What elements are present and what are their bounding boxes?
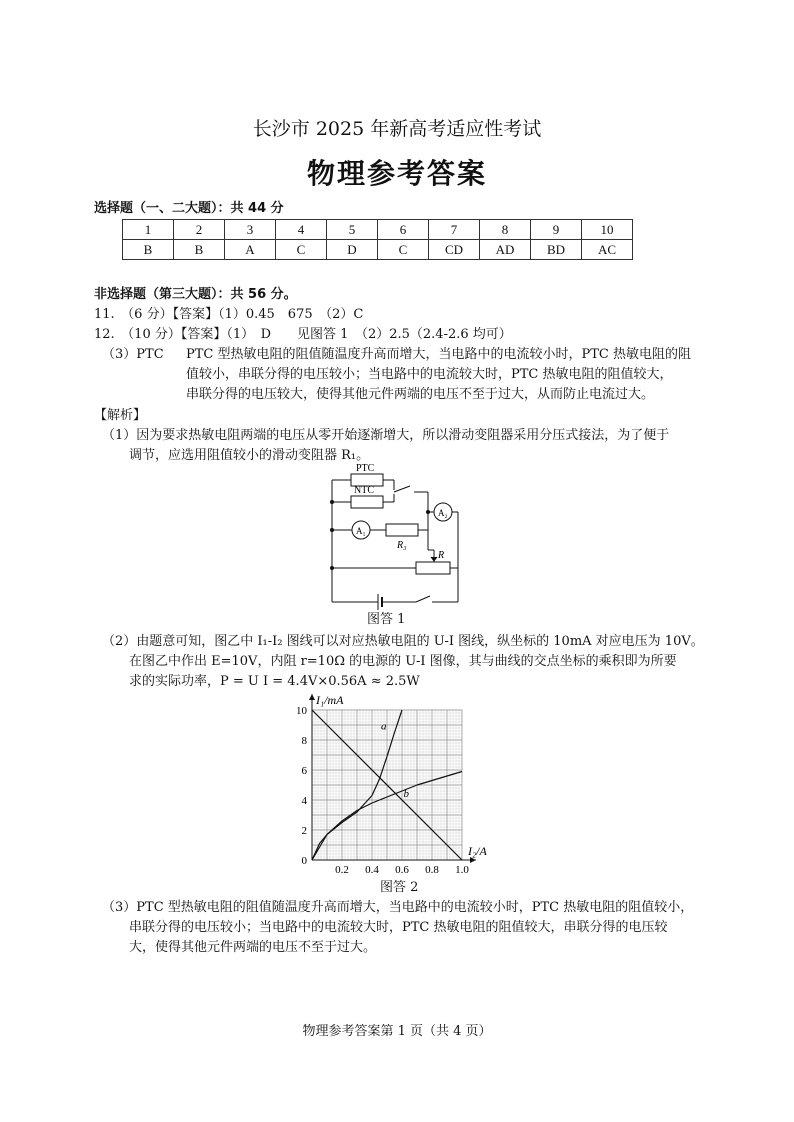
text-line: （1）因为要求热敏电阻两端的电压从零开始逐渐增大，所以滑动变阻器采用分压式接法，为了便于 <box>102 428 670 443</box>
a2-label: A₂ <box>438 508 448 518</box>
answer-cell: CD <box>429 240 480 260</box>
question-number: 7 <box>429 220 480 240</box>
answer-table-numbers-row <box>123 220 633 240</box>
circuit-caption: 图答 1 <box>367 612 406 627</box>
answer-cell: D <box>327 240 378 260</box>
x-tick-label: 0.2 <box>335 864 349 876</box>
x-tick-label: 0.8 <box>425 864 439 876</box>
rheostat <box>416 562 450 574</box>
y-tick-label: 0 <box>301 855 307 867</box>
q12-part3-label: （3）PTC <box>102 347 164 362</box>
answer-cell: B <box>174 240 225 260</box>
q12-answer: 12. （10 分）【答案】（1） D 见图答 1 （2）2.5（2.4-2.6 均可） <box>94 327 512 342</box>
r3-label: R₃ <box>397 540 407 551</box>
question-number: 8 <box>480 220 531 240</box>
y-tick-label: 2 <box>301 825 307 837</box>
a1-label: A₁ <box>356 526 366 536</box>
ntc-label: NTC <box>354 485 374 496</box>
q12-part3-text <box>186 345 706 405</box>
question-number: 6 <box>378 220 429 240</box>
x-axis-label: I₂/A <box>468 844 487 858</box>
ntc-resistor <box>351 496 383 508</box>
text-line: PTC 型热敏电阻的阻值随温度升高而增大，当电路中的电流较小时，PTC 热敏电阻的阻 <box>186 347 691 362</box>
y-tick-label: 8 <box>301 735 307 747</box>
analysis-label: 【解析】 <box>94 408 147 423</box>
r3-resistor <box>386 524 418 536</box>
question-number: 3 <box>225 220 276 240</box>
series-label-b: b <box>403 788 409 800</box>
text-line: 串联分得的电压较大，使得其他元件两端的电压不至于过大，从而防止电流过大。 <box>186 387 655 402</box>
ptc-label: PTC <box>356 463 375 474</box>
answer-cell: AD <box>480 240 531 260</box>
text-line: 大，使得其他元件两端的电压不至于过大。 <box>129 940 377 955</box>
text-line: 值较小，串联分得的电压较小；当电路中的电流较大时，PTC 热敏电阻的阻值较大， <box>186 367 673 382</box>
question-number: 5 <box>327 220 378 240</box>
answer-cell: C <box>276 240 327 260</box>
y-axis-label: I₁/mA <box>316 693 344 707</box>
analysis-part3 <box>102 898 722 958</box>
text-line: （3）PTC 型热敏电阻的阻值随温度升高而增大，当电路中的电流较小时，PTC 热敏电阻的阻值较小， <box>102 900 694 915</box>
question-number: 10 <box>582 220 633 240</box>
y-axis-arrow <box>309 694 315 700</box>
mcq-section-title: 选择题（一、二大题）：共 44 分 <box>94 201 284 216</box>
nonmcq-section-title: 非选择题（第三大题）：共 56 分。 <box>94 287 297 302</box>
i1-i2-chart <box>290 690 510 880</box>
analysis-part2 <box>102 632 722 692</box>
question-number: 1 <box>123 220 174 240</box>
r-label: R <box>438 550 445 561</box>
circuit-diagram <box>318 460 478 610</box>
chart-caption: 图答 2 <box>380 880 419 895</box>
y-tick-label: 10 <box>296 705 307 717</box>
q11-answer: 11. （6 分）【答案】（1）0.45 675 （2）C <box>94 307 364 322</box>
question-number: 9 <box>531 220 582 240</box>
document-title: 物理参考答案 <box>306 157 487 190</box>
x-tick-label: 0.6 <box>395 864 409 876</box>
y-tick-label: 6 <box>301 765 307 777</box>
answer-table <box>122 219 633 260</box>
answer-cell: C <box>378 240 429 260</box>
answer-cell: A <box>225 240 276 260</box>
answer-cell: B <box>123 240 174 260</box>
text-line: （2）由题意可知，图乙中 I₁-I₂ 图线可以对应热敏电阻的 U-I 图线，纵坐标的 10mA 对应电压为 10V。 <box>102 634 704 649</box>
answer-cell: BD <box>531 240 582 260</box>
text-line: 串联分得的电压较小；当电路中的电流较大时，PTC 热敏电阻的阻值较大，串联分得的电压较 <box>129 920 668 935</box>
text-line: 调节，应选用阻值较小的滑动变阻器 R₁。 <box>129 448 370 463</box>
question-number: 2 <box>174 220 225 240</box>
y-tick-label: 4 <box>301 795 307 807</box>
answer-table-answers-row <box>123 240 633 260</box>
text-line: 在图乙中作出 E=10V，内阻 r=10Ω 的电源的 U-I 图像，其与曲线的交点坐标的乘积即为所要 <box>129 654 677 669</box>
exam-header: 长沙市 2025 年新高考适应性考试 <box>252 118 542 140</box>
series-label-a: a <box>381 720 387 733</box>
text-line: 求的实际功率，P = U I = 4.4V×0.56A ≈ 2.5W <box>129 674 420 689</box>
answer-cell: AC <box>582 240 633 260</box>
page-footer: 物理参考答案第 1 页（共 4 页） <box>302 1024 492 1039</box>
x-tick-label: 1.0 <box>455 864 469 876</box>
question-number: 4 <box>276 220 327 240</box>
x-tick-label: 0.4 <box>365 864 379 876</box>
